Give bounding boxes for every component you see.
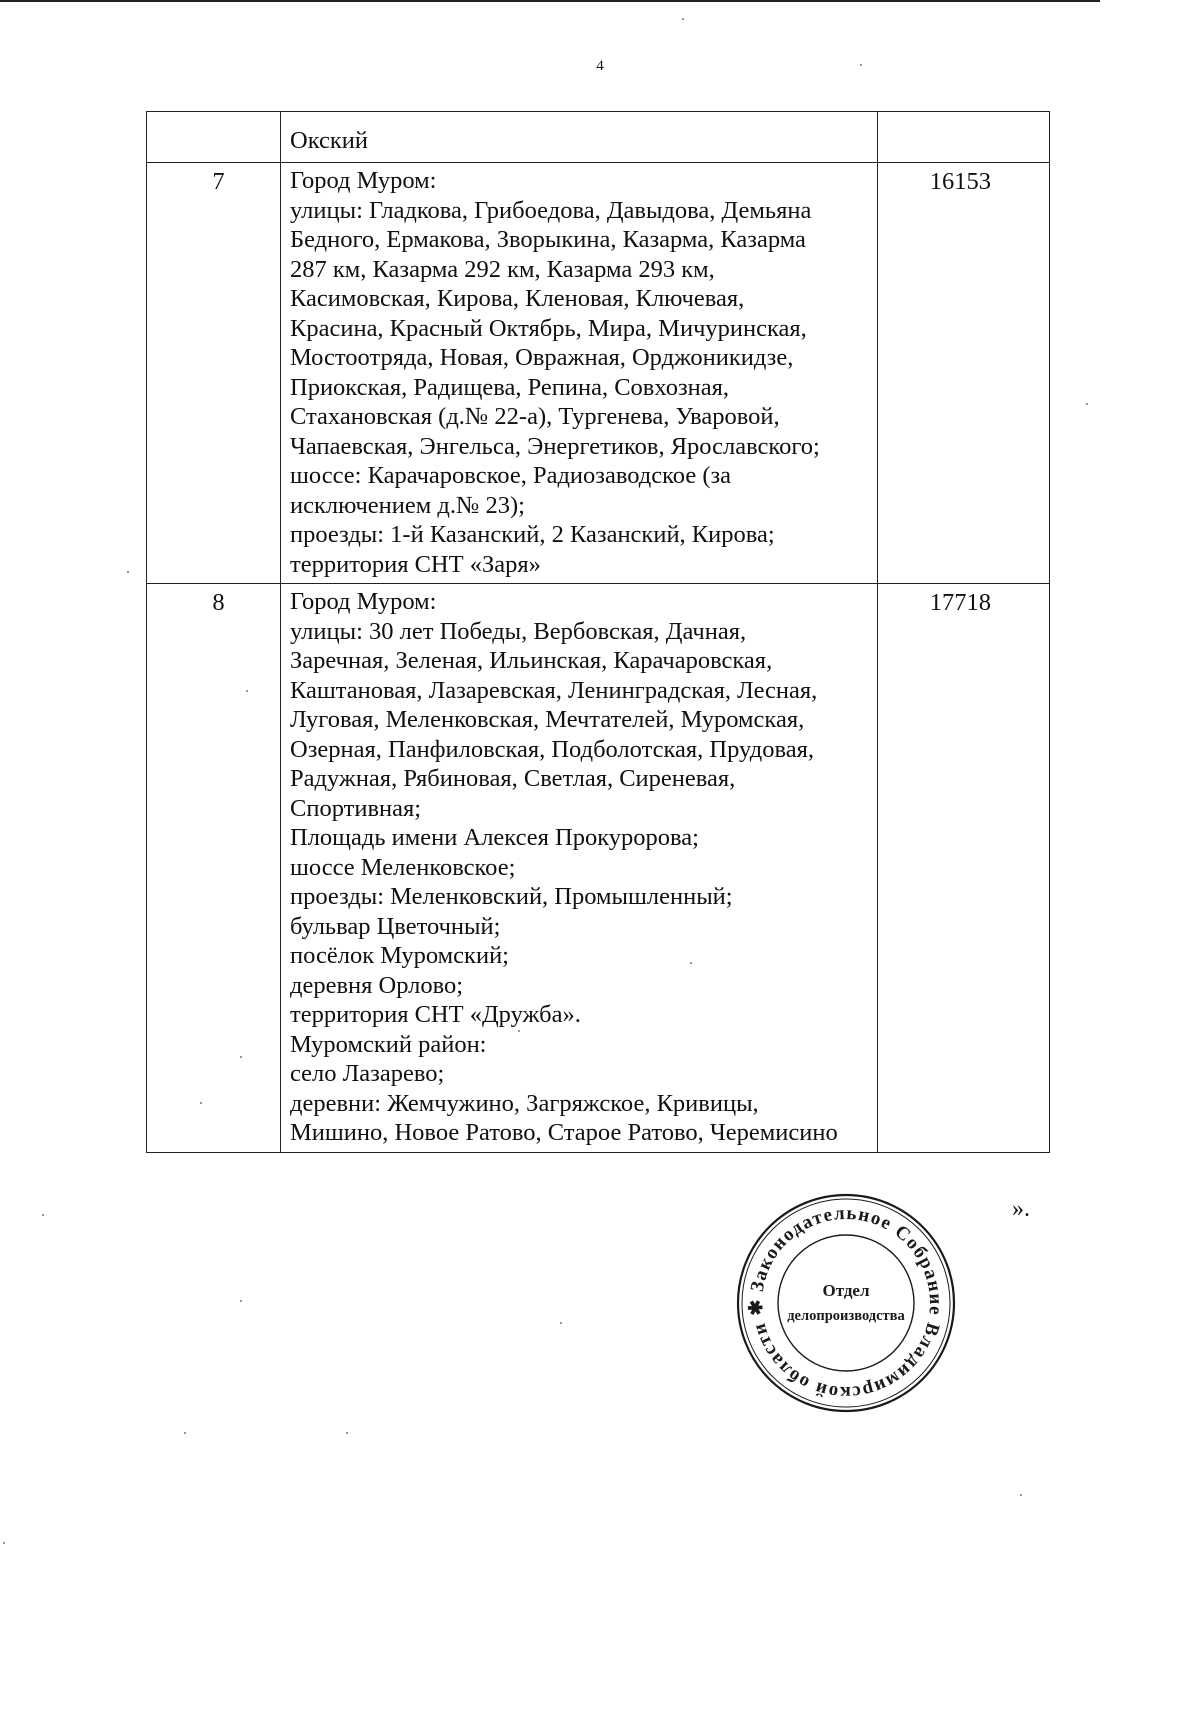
scan-speck [346, 1432, 348, 1434]
scan-speck [200, 1102, 202, 1104]
scan-speck [560, 1322, 562, 1324]
scan-speck [690, 962, 692, 964]
districts-table [146, 111, 1050, 1153]
scan-speck [184, 1432, 186, 1434]
district-description-line: исключением д.№ 23); [290, 491, 525, 519]
district-description-line: Каштановая, Лазаревская, Ленинградская, Лесная, [290, 676, 818, 704]
scan-speck [682, 18, 684, 20]
scan-speck [127, 571, 129, 573]
district-description-line: Чапаевская, Энгельса, Энергетиков, Ярославского; [290, 432, 820, 460]
voter-count-cell [878, 584, 1050, 1153]
district-description-line: Спортивная; [290, 794, 422, 822]
district-number-cell [147, 163, 281, 584]
district-description-cell [281, 112, 878, 163]
voter-count: 16153 [929, 168, 991, 195]
district-description-line: деревни: Жемчужино, Загряжское, Кривицы, [290, 1089, 759, 1117]
district-description-line: Бедного, Ермакова, Зворыкина, Казарма, Казарма [290, 226, 806, 253]
district-number: 8 [212, 589, 225, 616]
district-description-cell [281, 163, 878, 584]
district-description-line: Приокская, Радищева, Репина, Совхозная, [290, 373, 730, 401]
voter-count [878, 112, 1049, 116]
district-description-line: улицы: Гладкова, Грибоедова, Давыдова, Демьяна [290, 196, 812, 224]
district-description-line: Окский [290, 127, 368, 154]
scan-speck [246, 690, 248, 692]
seal-ring-text: Законодательное Собрание Владимирской области ✱ [745, 1202, 947, 1404]
district-description-line: Муромский район: [290, 1030, 487, 1058]
seal-center-line-2: делопроизводства [787, 1308, 905, 1324]
scan-speck [1020, 1494, 1022, 1496]
district-description-line: шоссе Меленковское; [290, 853, 516, 881]
official-seal [735, 1192, 957, 1414]
district-description-line: деревня Орлово; [290, 971, 464, 999]
district-description-cell [281, 584, 878, 1153]
voter-count: 17718 [929, 589, 991, 616]
district-description-line: улицы: 30 лет Победы, Вербовская, Дачная, [290, 617, 747, 645]
table-row [147, 112, 1050, 163]
voter-count-cell [878, 112, 1050, 163]
district-description-line: Радужная, Рябиновая, Светлая, Сиреневая, [290, 765, 736, 792]
district-description-line: территория СНТ «Дружба». [290, 1001, 581, 1028]
district-description-line: Заречная, Зеленая, Ильинская, Карачаровская, [290, 647, 773, 674]
scan-speck [518, 1030, 520, 1032]
district-number: 7 [212, 168, 225, 195]
district-description-line: Касимовская, Кирова, Кленовая, Ключевая, [290, 285, 745, 312]
scan-speck [3, 1542, 5, 1544]
district-number-cell [147, 112, 281, 163]
closing-quote: ». [1012, 1196, 1030, 1222]
district-description-line: проезды: Меленковский, Промышленный; [290, 883, 733, 910]
page-top-rule [0, 0, 1100, 2]
voter-count-cell [878, 163, 1050, 584]
district-description-line: Озерная, Панфиловская, Подболотская, Прудовая, [290, 735, 814, 763]
scan-speck [42, 1214, 44, 1216]
district-number-cell [147, 584, 281, 1153]
district-description-line: проезды: 1-й Казанский, 2 Казанский, Кирова; [290, 521, 775, 548]
scan-speck [860, 64, 862, 66]
district-description-line: шоссе: Карачаровское, Радиозаводское (за [290, 462, 732, 489]
scan-speck [240, 1056, 242, 1058]
district-description-line: Стахановская (д.№ 22-а), Тургенева, Уваровой, [290, 403, 780, 430]
district-description-line: территория СНТ «Заря» [290, 550, 541, 578]
district-description-line: Площадь имени Алексея Прокуророва; [290, 824, 699, 851]
page-number: 4 [596, 58, 604, 74]
district-description-line: бульвар Цветочный; [290, 912, 501, 940]
seal-center-line-1: Отдел [822, 1281, 870, 1300]
district-number [147, 112, 280, 116]
scan-speck [240, 1300, 242, 1302]
district-description-line: Мостоотряда, Новая, Овражная, Орджоникидзе, [290, 344, 794, 371]
district-description-line: посёлок Муромский; [290, 942, 509, 969]
district-description-line: Мишино, Новое Ратово, Старое Ратово, Черемисино [290, 1119, 838, 1146]
scan-speck [1086, 403, 1088, 405]
district-description-line: Город Муром: [290, 167, 437, 194]
table-row [147, 163, 1050, 584]
table-row [147, 584, 1050, 1153]
district-description-line: Луговая, Меленковская, Мечтателей, Муромская, [290, 706, 805, 733]
district-description-line: Красина, Красный Октябрь, Мира, Мичуринская, [290, 314, 807, 342]
table-body [147, 112, 1050, 1153]
district-description-line: 287 км, Казарма 292 км, Казарма 293 км, [290, 255, 715, 283]
district-description-line: Город Муром: [290, 588, 437, 615]
district-description-line: село Лазарево; [290, 1060, 445, 1087]
